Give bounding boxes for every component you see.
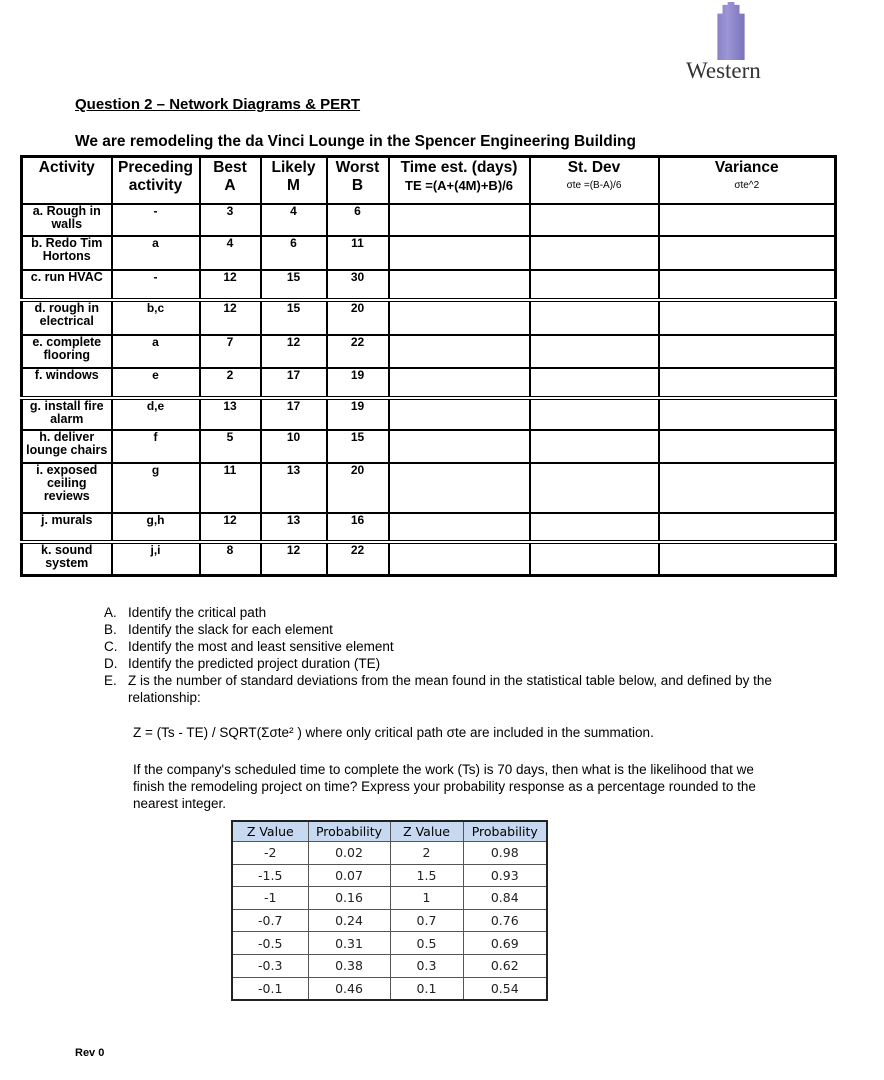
z-value-cell: 0.1 [390,977,463,1000]
cell-preceding: e [112,368,200,398]
cell-preceding: - [112,204,200,236]
z-table-row [232,954,547,977]
column-header [327,157,389,204]
cell-worst: 19 [327,368,389,398]
cell-worst: 20 [327,300,389,335]
z-value-cell: -2 [232,842,308,865]
column-header-title: Time est. (days) [400,159,518,176]
scenario-text: If the company's scheduled time to complete the work (Ts) is 70 days, then what is the likelihood that we finish the remodeling project on time? Express your probability response as a percentage rounded to the nearest integer. [133,762,756,811]
answer-cell-stdev[interactable] [530,398,659,430]
answer-cell-stdev[interactable] [530,335,659,368]
cell-likely: 17 [261,368,327,398]
column-header-title: Best [213,159,247,176]
cell-worst: 30 [327,270,389,300]
answer-cell-te[interactable] [389,430,530,463]
cell-likely: 13 [261,463,327,513]
cell-likely: 17 [261,398,327,430]
column-header [530,157,659,204]
cell-activity: f. windows [22,368,112,398]
answer-cell-te[interactable] [389,513,530,542]
probability-cell: 0.69 [463,932,547,955]
column-header [112,157,200,204]
cell-likely: 13 [261,513,327,542]
probability-cell: 0.76 [463,909,547,932]
column-header-title: Activity [38,159,95,176]
cell-worst: 22 [327,542,389,576]
column-header-title: Likely [271,159,316,176]
cell-preceding: b,c [112,300,200,335]
probability-cell: 0.54 [463,977,547,1000]
question-text: Identify the most and least sensitive element [128,639,394,654]
probability-cell: 0.93 [463,864,547,887]
cell-worst: 16 [327,513,389,542]
question-text: Identify the critical path [128,605,267,620]
question-letter: D. [104,656,118,671]
column-header [22,157,112,204]
cell-activity: e. complete flooring [22,335,112,368]
column-header [200,157,261,204]
western-logo [684,2,776,88]
column-header [659,157,836,204]
probability-cell: 0.31 [308,932,390,955]
cell-activity: h. deliver lounge chairs [22,430,112,463]
answer-cell-te[interactable] [389,236,530,270]
cell-activity: a. Rough in walls [22,204,112,236]
answer-cell-variance[interactable] [659,270,836,300]
table-row [22,398,836,430]
z-value-cell: 2 [390,842,463,865]
column-header-subtitle: TE =(A+(4M)+B)/6 [405,178,513,193]
answer-cell-te[interactable] [389,463,530,513]
cell-preceding: - [112,270,200,300]
column-header-subtitle: activity [128,177,183,194]
z-probability-table [231,820,548,1001]
column-header-subtitle: A [224,177,236,194]
answer-cell-stdev[interactable] [530,463,659,513]
table-row [22,463,836,513]
probability-cell: 0.84 [463,887,547,910]
cell-worst: 11 [327,236,389,270]
z-value-cell: -0.7 [232,909,308,932]
cell-activity: k. sound system [22,542,112,576]
cell-likely: 6 [261,236,327,270]
table-row [22,204,836,236]
answer-cell-stdev[interactable] [530,542,659,576]
answer-cell-te[interactable] [389,204,530,236]
probability-cell: 0.62 [463,954,547,977]
answer-cell-te[interactable] [389,335,530,368]
question-item [104,621,784,638]
z-table-row [232,887,547,910]
answer-cell-variance[interactable] [659,463,836,513]
cell-likely: 12 [261,335,327,368]
column-header [261,157,327,204]
answer-cell-stdev[interactable] [530,236,659,270]
probability-cell: 0.38 [308,954,390,977]
probability-cell: 0.24 [308,909,390,932]
answer-cell-te[interactable] [389,398,530,430]
cell-likely: 10 [261,430,327,463]
cell-likely: 12 [261,542,327,576]
answer-cell-variance[interactable] [659,236,836,270]
question-list [104,604,784,706]
table-row [22,430,836,463]
cell-preceding: a [112,236,200,270]
question-letter: A. [104,605,117,620]
cell-best: 3 [200,204,261,236]
table-row [22,513,836,542]
z-value-cell: 0.7 [390,909,463,932]
z-value-cell: -0.5 [232,932,308,955]
column-header-title: St. Dev [567,159,621,176]
cell-best: 11 [200,463,261,513]
cell-best: 13 [200,398,261,430]
question-item [104,604,784,621]
cell-activity: g. install fire alarm [22,398,112,430]
cell-best: 4 [200,236,261,270]
question-letter: C. [104,639,118,654]
z-value-cell: 1 [390,887,463,910]
cell-best: 5 [200,430,261,463]
cell-preceding: g [112,463,200,513]
cell-activity: j. murals [22,513,112,542]
probability-cell: 0.07 [308,864,390,887]
cell-likely: 15 [261,300,327,335]
cell-worst: 19 [327,398,389,430]
answer-cell-stdev[interactable] [530,368,659,398]
column-header-subtitle: B [351,177,364,194]
z-table-row [232,909,547,932]
answer-cell-variance[interactable] [659,368,836,398]
column-header-title: Preceding [118,159,193,176]
cell-preceding: j,i [112,542,200,576]
z-table-row [232,864,547,887]
cell-activity: i. exposed ceiling reviews [22,463,112,513]
question-text: Identify the slack for each element [128,622,333,637]
column-header [389,157,530,204]
probability-cell: 0.46 [308,977,390,1000]
answer-cell-te[interactable] [389,542,530,576]
table-caption: We are remodeling the da Vinci Lounge in the Spencer Engineering Building [75,133,636,150]
answer-cell-variance[interactable] [659,513,836,542]
question-text: Z is the number of standard deviations from the mean found in the statistical table below, and defined by the relationship: [128,673,772,705]
z-column-header: Z Value [390,821,463,842]
answer-cell-variance[interactable] [659,398,836,430]
cell-worst: 15 [327,430,389,463]
z-value-cell: -0.1 [232,977,308,1000]
column-header-subtitle: σte =(B-A)/6 [566,180,622,191]
cell-best: 8 [200,542,261,576]
answer-cell-stdev[interactable] [530,270,659,300]
answer-cell-stdev[interactable] [530,204,659,236]
cell-best: 12 [200,300,261,335]
cell-activity: c. run HVAC [22,270,112,300]
cell-worst: 6 [327,204,389,236]
answer-cell-te[interactable] [389,270,530,300]
column-header-title: Variance [714,159,779,176]
table-row [22,542,836,576]
z-table-row [232,842,547,865]
column-header-title: Worst [335,159,380,176]
question-letter: B. [104,622,117,637]
z-value-cell: 0.3 [390,954,463,977]
cell-preceding: g,h [112,513,200,542]
table-row [22,368,836,398]
table-row [22,335,836,368]
probability-cell: 0.02 [308,842,390,865]
z-table-row [232,932,547,955]
question-title: Question 2 – Network Diagrams & PERT [75,96,361,113]
answer-cell-variance[interactable] [659,204,836,236]
column-header-subtitle: σte^2 [734,180,760,191]
answer-cell-stdev[interactable] [530,513,659,542]
table-row [22,236,836,270]
cell-likely: 15 [261,270,327,300]
question-item [104,655,784,672]
cell-preceding: f [112,430,200,463]
cell-worst: 22 [327,335,389,368]
cell-best: 7 [200,335,261,368]
question-item [104,638,784,655]
logo-text: Western [686,58,761,83]
z-value-cell: 0.5 [390,932,463,955]
cell-best: 2 [200,368,261,398]
cell-best: 12 [200,513,261,542]
cell-worst: 20 [327,463,389,513]
answer-cell-variance[interactable] [659,430,836,463]
z-table-row [232,977,547,1000]
column-header-subtitle: M [287,177,300,194]
z-formula: Z = (Ts - TE) / SQRT(Σσte² ) where only critical path σte are included in the summation. [133,725,654,740]
answer-cell-variance[interactable] [659,542,836,576]
cell-activity: d. rough in electrical [22,300,112,335]
answer-cell-te[interactable] [389,368,530,398]
revision-label: Rev 0 [75,1047,105,1059]
answer-cell-te[interactable] [389,300,530,335]
answer-cell-variance[interactable] [659,300,836,335]
cell-activity: b. Redo Tim Hortons [22,236,112,270]
probability-cell: 0.16 [308,887,390,910]
question-letter: E. [104,673,117,688]
table-row [22,270,836,300]
question-text: Identify the predicted project duration (TE) [128,656,381,671]
z-column-header: Probability [463,821,547,842]
cell-preceding: a [112,335,200,368]
tower-icon [714,2,748,60]
z-column-header: Probability [308,821,390,842]
z-column-header: Z Value [232,821,308,842]
pert-table [20,155,837,577]
table-row [22,300,836,335]
cell-likely: 4 [261,204,327,236]
z-value-cell: -0.3 [232,954,308,977]
cell-preceding: d,e [112,398,200,430]
probability-cell: 0.98 [463,842,547,865]
answer-cell-stdev[interactable] [530,430,659,463]
cell-best: 12 [200,270,261,300]
question-item [104,672,784,706]
z-value-cell: -1.5 [232,864,308,887]
z-value-cell: -1 [232,887,308,910]
answer-cell-variance[interactable] [659,335,836,368]
z-value-cell: 1.5 [390,864,463,887]
answer-cell-stdev[interactable] [530,300,659,335]
